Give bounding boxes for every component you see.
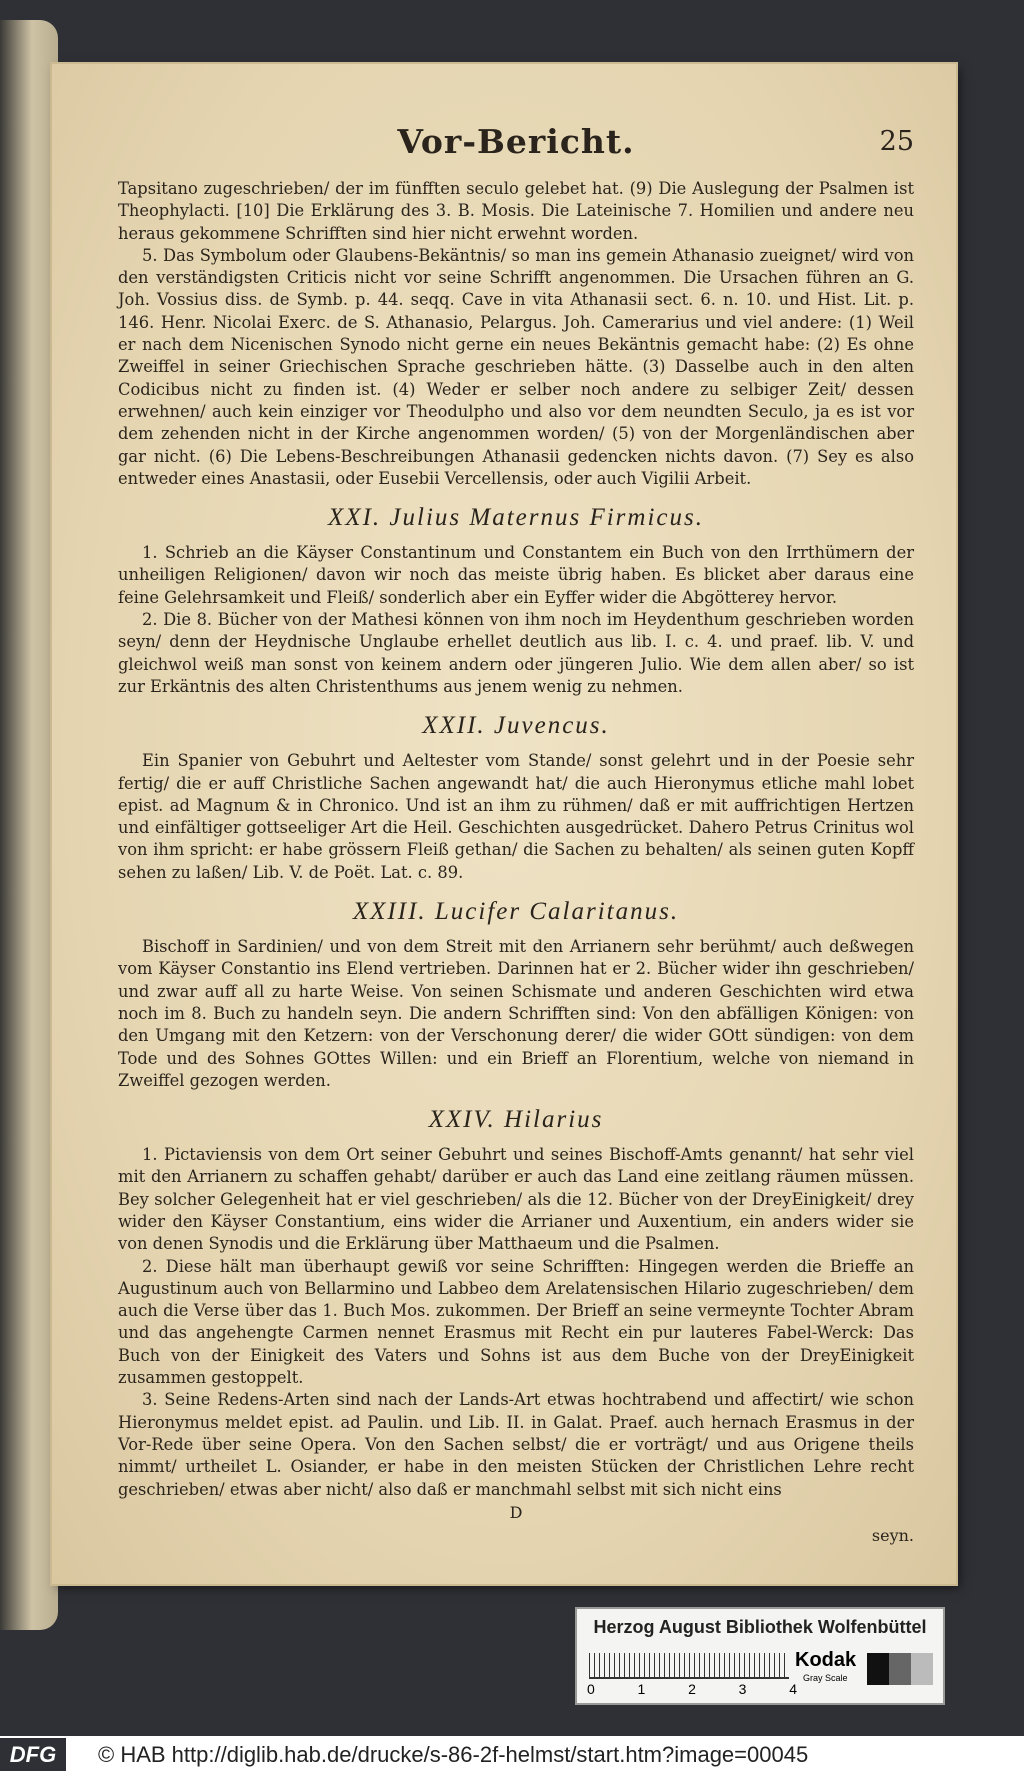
section-heading: XXII. Juvencus. — [422, 712, 610, 740]
section-heading: XXIV. Hilarius — [428, 1106, 604, 1134]
section-paragraph: Bischoff in Sardinien/ und von dem Streit mit den Arrianern sehr berühmt/ auch deßwegen vom Käyser Constantio ins Elend vertrieben. Darinnen hat er 2. Bücher wider ihn geschrieben/ und zwar auff all zu harte Weise. Von seinen Schismate und anderen Geschichten wird etwa noch im 8. Buch zu handeln seyn. Die andern Schrifften sind: Von den abfälligen Königen: von den Umgang mit den Ketzern: von der Verschonung derer/ die wider GOtt sündigen: von dem Tode und des Sohnes GOttes Willen: und ein Brieff an Florentium, welche von niemand in Zweiffel gezogen werden. — [118, 937, 914, 1090]
signature-mark: D — [509, 1502, 523, 1522]
section-xxii — [118, 712, 914, 884]
ruler-number: 1 — [637, 1681, 646, 1697]
section-xxiii — [118, 898, 914, 1092]
ruler-number: 2 — [688, 1681, 696, 1697]
running-head: Vor-Bericht. — [397, 122, 635, 161]
dfg-logo: DFG — [0, 1738, 66, 1771]
section-xxiv — [118, 1106, 914, 1545]
paragraph-continued: Tapsitano zugeschrieben/ der im fünfften seculo gelebet hat. (9) Die Auslegung der Psalmen ist Theophylacti. [10] Die Erklärung des 3. B. Mosis. Die Lateinische 7. Homilien und andere neu heraus gekommene Schrifften sind hier nicht erwehnt worden. — [118, 179, 914, 243]
section-heading: XXI. Julius Maternus Firmicus. — [328, 504, 704, 532]
section-paragraph: 2. Die 8. Bücher von der Mathesi können von ihm noch im Heydenthum geschrieben worden seyn/ denn der Heydnische Unglaube erhellet deutlich aus lib. I. c. 4. und praef. lib. V. und gleichwol weiß man sonst von keinem andern oder jüngeren Julio. Wie dem allen aber/ so ist zur Erkäntnis des alten Christenthums aus jenem wenig zu nehmen. — [118, 610, 914, 696]
ruler-ticks — [589, 1653, 789, 1679]
ruler-number: 4 — [789, 1681, 797, 1697]
page-number: 25 — [879, 126, 914, 157]
footer-bar — [0, 1736, 1024, 1773]
paragraph-symbolum: 5. Das Symbolum oder Glaubens-Bekäntnis/ so man ins gemein Athanasio zueignet/ wird von den verständigsten Criticis nicht vor seine Schrifft angenommen. Die Ursachen führen an G. Joh. Vossius diss. de Symb. p. 44. seqq. Cave in vita Athanasii sect. 6. n. 10. und Hist. Lit. p. 146. Henr. Nicolai Exerc. de S. Athanasio, Pelargus. Joh. Camerarius und viel andere: (1) Weil er nach dem Nicenischen Synodo nicht gerne ein neues Bekäntnis gemacht habe: (2) Es ohne Zweiffel in seiner Griechischen Sprache geschrieben hätte. (3) Dasselbe auch in den alten Codicibus nicht zu finden ist. (4) Weder er selber noch andere zu selbiger Zeit/ dessen erwehnen/ auch kein einziger vor Theodulpho und also vor dem neundten Seculo, ja es ist vor dem zehenden nicht in der Kirche angenommen worden/ (5) von der Morgenländischen aber gar nicht. (6) Die Lebens-Beschreibungen Athanasii gedencken nichts davon. (7) Sey es also entweder eines Anastasii, oder Eusebii Vercellensis, oder auch Vigilii Arbeit. — [118, 245, 914, 488]
library-name: Herzog August Bibliothek Wolfenbüttel — [593, 1617, 927, 1637]
section-paragraph: 1. Schrieb an die Käyser Constantinum und Constantem ein Buch von den Irrthümern der unheiligen Religionen/ davon wir noch das meiste übrig haben. Es blicket aber daraus eine feine Gelehrsamkeit und Fleiß/ sonderlich aber ein Eyffer wider die Abgötterey hervor. — [118, 543, 914, 607]
section-heading: XXIII. Lucifer Calaritanus. — [352, 898, 680, 926]
gray-scale-patches — [867, 1653, 933, 1685]
book-page — [52, 64, 956, 1584]
color-scale-ruler — [575, 1607, 945, 1705]
ruler-numbers — [587, 1681, 797, 1697]
page-header — [118, 122, 914, 178]
ruler-number: 3 — [738, 1681, 747, 1697]
section-xxi — [118, 504, 914, 698]
section-paragraph: 1. Pictaviensis von dem Ort seiner Gebuhrt und seines Bischoff-Amts genannt/ hat sehr viel mit den Arrianern zu schaffen gehabt/ darüber er auch das Land eine zeitlang räumen müssen. Bey solcher Gelegenheit hat er viel geschrieben/ als die 12. Bücher von der DreyEinigkeit/ drey wider den Käyser Constantium, eins wider die Arrianer und Auxentium, ein anders wider sie von denen Synodis und die Erklärung über Matthaeum und die Psalmen. — [118, 1145, 914, 1254]
section-paragraph: 2. Diese hält man überhaupt gewiß vor seine Schrifften: Hingegen werden die Brieffe an Augustinum auch von Bellarmino und Labbeo dem Arelatensischen Hilario zugeschrieben/ dem auch die Verse über das 1. Buch Mos. zukommen. Der Brieff an seine vermeynte Tochter Abram und das angehengte Carmen nennet Erasmus mit Recht ein pur lauteres Fabel-Werck: Das Buch von der Einigkeit des Vaters und Sohns ist aus dem Buche von der DreyEinigkeit zusammen gestoppelt. — [118, 1256, 914, 1388]
page-text-block — [118, 122, 914, 1545]
section-paragraph: Ein Spanier von Gebuhrt und Aeltester vom Stande/ sonst gelehrt und in der Poesie sehr fertig/ die er auff Christliche Sachen angewandt hat/ die auch Hieronymus etliche mahl lobet epist. ad Magnum & in Chronico. Und ist an ihm zu rühmen/ daß er mit auffrichtigen Hertzen und einfältiger gottseeliger Art die Heil. Geschichten ausgedrücket. Dahero Petrus Crinitus wol von ihm spricht: er habe grössern Fleiß gethan/ die Sachen zu behalten/ als seinen guten Kopff sehen zu laßen/ Lib. V. de Poët. Lat. c. 89. — [118, 751, 914, 882]
catchword: seyn. — [871, 1525, 914, 1545]
section-paragraph: 3. Seine Redens-Arten sind nach der Lands-Art etwas hochtrabend und affectirt/ wie schon Hieronymus meldet epist. ad Paulin. und Lib. II. in Galat. Praef. auch hernach Erasmus in der Vor-Rede über seine Opera. Von den Sachen selbst/ die er vorträgt/ und aus Origene theils nimmt/ urtheilet L. Osiander, er habe in den meisten Stücken der Christlichen Lehre recht geschrieben/ etwas aber nicht/ also daß er manchmahl selbst mit sich nicht eins — [118, 1390, 914, 1499]
footer-credit: © HAB http://diglib.hab.de/drucke/s-86-2f-helmst/start.htm?image=00045 — [98, 1742, 809, 1767]
ruler-number: 0 — [587, 1681, 595, 1697]
book-left-page-edge — [0, 20, 58, 1630]
kodak-brand: Kodak — [795, 1649, 857, 1671]
kodak-subtitle: Gray Scale — [803, 1673, 848, 1683]
